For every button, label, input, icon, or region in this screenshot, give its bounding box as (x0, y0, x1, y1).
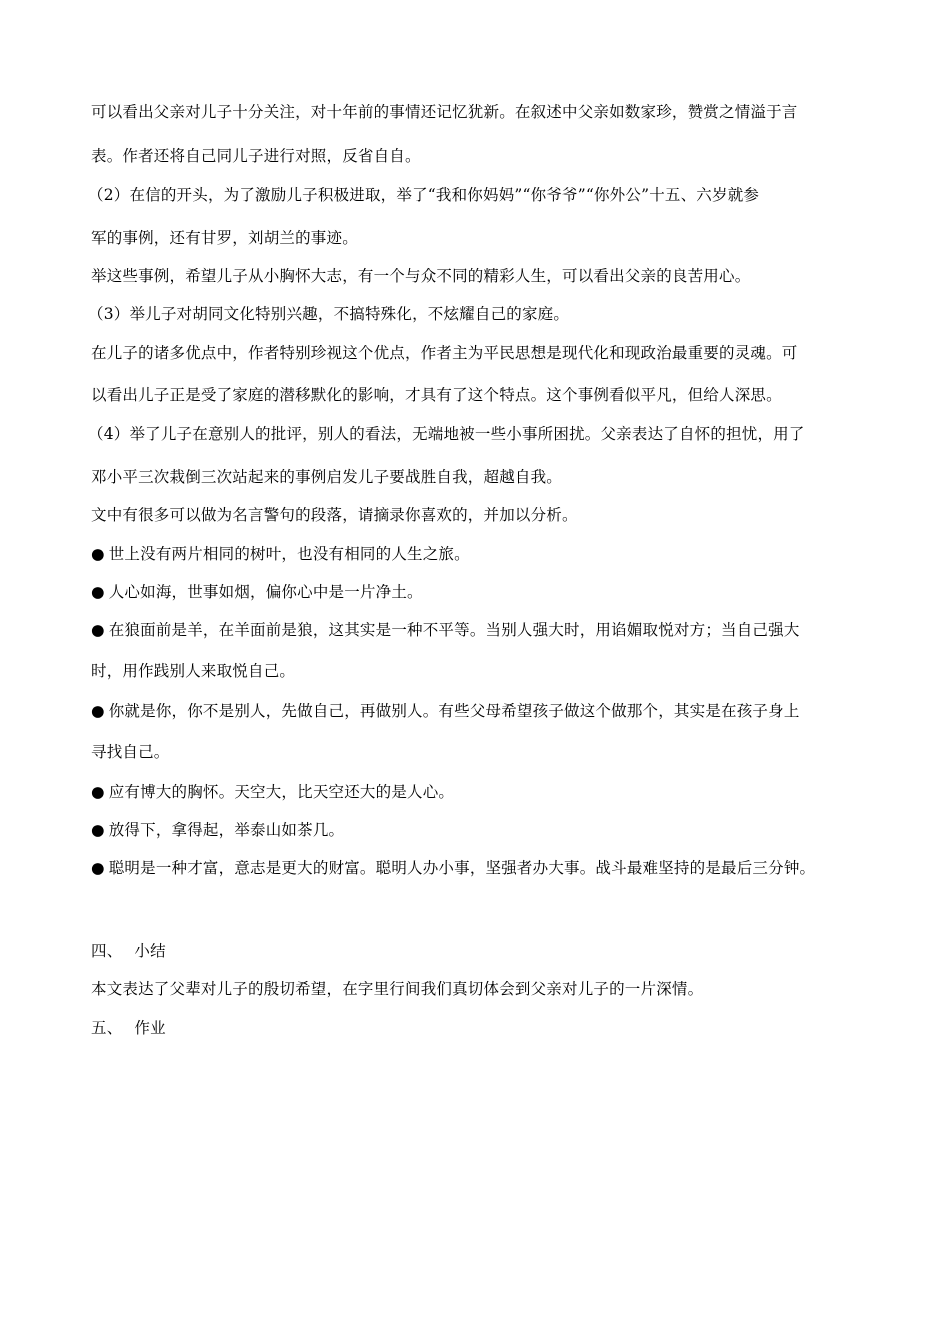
section-heading-homework (91, 1018, 166, 1038)
quote-text: 应有博大的胸怀。天空大，比天空还大的是人心。 (108, 783, 455, 801)
quote-continuation: 时，用作践别人来取悦自己。 (91, 662, 296, 680)
paragraph-line: 文中有很多可以做为名言警句的段落，请摘录你喜欢的，并加以分析。 (91, 506, 578, 524)
paragraph-line: 举这些事例，希望儿子从小胸怀大志，有一个与众不同的精彩人生，可以看出父亲的良苦用心。 (91, 267, 751, 285)
paragraph-line: （2）在信的开头，为了激励儿子积极进取，举了“我和你妈妈”“你爷爷”“你外公”十五、六岁就参 (88, 186, 760, 204)
quote-item (91, 858, 815, 878)
section-title: 小结 (134, 942, 166, 960)
quote-text: 在狼面前是羊，在羊面前是狼，这其实是一种不平等。当别人强大时，用谄媚取悦对方；当自己强大 (108, 621, 800, 639)
quote-text: 人心如海，世事如烟，偏你心中是一片净土。 (108, 583, 423, 601)
quote-continuation: 寻找自己。 (91, 743, 170, 761)
quote-text: 放得下，拿得起，举泰山如茶几。 (108, 821, 345, 839)
bullet-icon: ● (91, 583, 105, 601)
bullet-icon: ● (91, 783, 105, 801)
quote-text: 世上没有两片相同的树叶，也没有相同的人生之旅。 (108, 545, 470, 563)
quote-text: 你就是你，你不是别人，先做自己，再做别人。有些父母希望孩子做这个做那个，其实是在孩子身上 (108, 702, 800, 720)
quote-item (91, 782, 454, 802)
bullet-icon: ● (91, 545, 105, 563)
paragraph-line: 以看出儿子正是受了家庭的潜移默化的影响，才具有了这个特点。这个事例看似平凡，但给人深思。 (91, 386, 782, 404)
quote-text: 聪明是一种才富，意志是更大的财富。聪明人办小事，坚强者办大事。战斗最难坚持的是最后三分钟。 (108, 859, 816, 877)
section-title: 作业 (134, 1019, 166, 1037)
bullet-icon: ● (91, 821, 105, 839)
bullet-icon: ● (91, 702, 105, 720)
paragraph-line: 邓小平三次栽倒三次站起来的事例启发儿子要战胜自我，超越自我。 (91, 468, 563, 486)
quote-item (91, 820, 344, 840)
summary-body: 本文表达了父辈对儿子的殷切希望，在字里行间我们真切体会到父亲对儿子的一片深情。 (91, 980, 704, 998)
quote-item (91, 701, 800, 721)
bullet-icon: ● (91, 859, 105, 877)
bullet-icon: ● (91, 621, 105, 639)
quote-item (91, 620, 800, 640)
paragraph-line: 在儿子的诸多优点中，作者特别珍视这个优点，作者主为平民思想是现代化和现政治最重要的灵魂。可 (91, 344, 798, 362)
quote-item (91, 582, 423, 602)
section-number: 五、 (91, 1019, 123, 1037)
section-heading-summary (91, 941, 166, 961)
paragraph-line: （4）举了儿子在意别人的批评，别人的看法，无端地被一些小事所困扰。父亲表达了自怀的担忧，用了 (88, 425, 805, 443)
paragraph-line: 表。作者还将自己同儿子进行对照，反省自自。 (91, 147, 421, 165)
paragraph-line: 军的事例，还有甘罗，刘胡兰的事迹。 (91, 229, 358, 247)
section-number: 四、 (91, 942, 123, 960)
paragraph-line: （3）举儿子对胡同文化特别兴趣，不搞特殊化，不炫耀自己的家庭。 (88, 305, 570, 323)
paragraph-line: 可以看出父亲对儿子十分关注，对十年前的事情还记忆犹新。在叙述中父亲如数家珍，赞赏之情溢于言 (91, 103, 798, 121)
quote-item (91, 544, 470, 564)
